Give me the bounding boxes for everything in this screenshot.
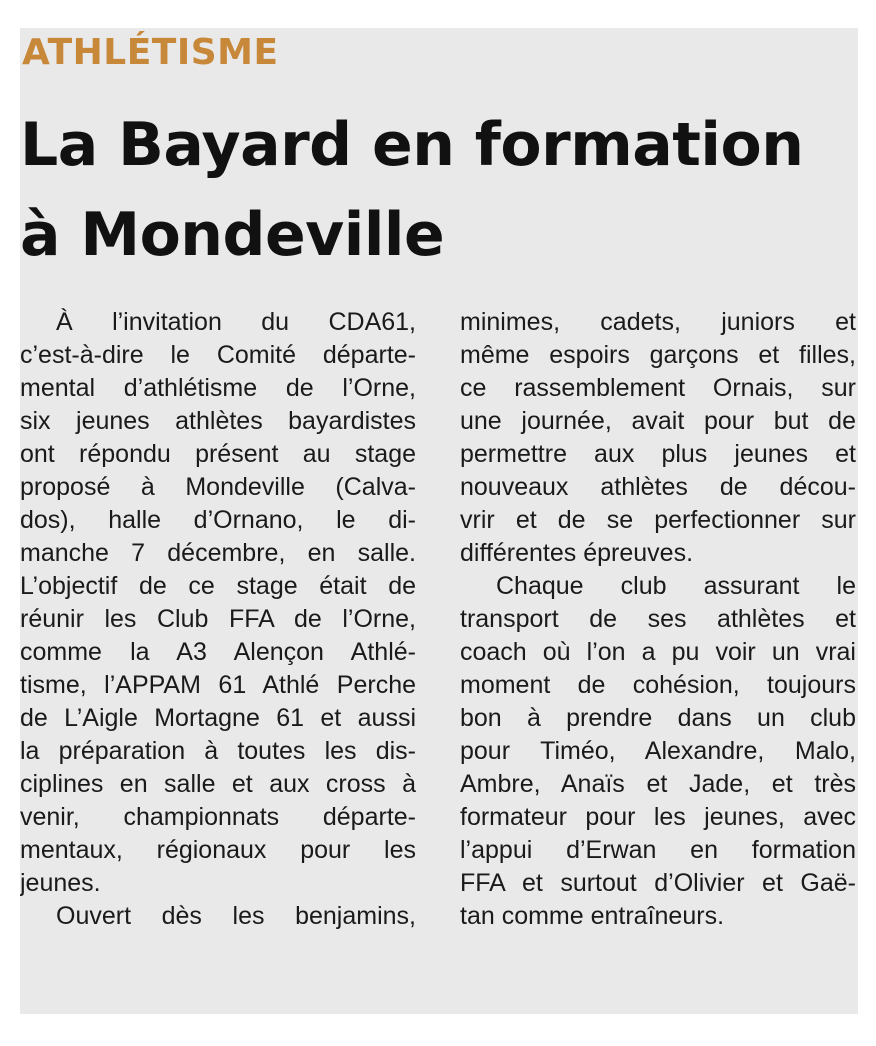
- text-line: ont répondu présent au stage: [20, 440, 416, 468]
- text-line: FFA et surtout d’Olivier et Gaë-: [460, 869, 856, 897]
- text-line: permettre aux plus jeunes et: [460, 440, 856, 468]
- text-line: Chaque club assurant le: [496, 572, 856, 600]
- text-line: Ouvert dès les benjamins,: [56, 902, 416, 930]
- text-line: ciplines en salle et aux cross à: [20, 770, 416, 798]
- text-line: jeunes.: [20, 869, 101, 897]
- body-column-right: [460, 306, 856, 933]
- text-line: l’appui d’Erwan en formation: [460, 836, 856, 864]
- headline: [20, 100, 858, 280]
- text-line: transport de ses athlètes et: [460, 605, 856, 633]
- text-line: c’est-à-dire le Comité départe-: [20, 341, 416, 369]
- text-line: manche 7 décembre, en salle.: [20, 539, 416, 567]
- text-line: réunir les Club FFA de l’Orne,: [20, 605, 416, 633]
- text-line: formateur pour les jeunes, avec: [460, 803, 856, 831]
- text-line: tisme, l’APPAM 61 Athlé Perche: [20, 671, 416, 699]
- text-line: la préparation à toutes les dis-: [20, 737, 416, 765]
- text-line: une journée, avait pour but de: [460, 407, 856, 435]
- text-line: vrir et de se perfectionner sur: [460, 506, 856, 534]
- article: [20, 28, 858, 1014]
- headline-line-2: à Mondeville: [20, 200, 445, 270]
- text-line: comme la A3 Alençon Athlé-: [20, 638, 416, 666]
- text-line: moment de cohésion, toujours: [460, 671, 856, 699]
- text-line: de L’Aigle Mortagne 61 et aussi: [20, 704, 416, 732]
- text-line: minimes, cadets, juniors et: [460, 308, 856, 336]
- section-kicker: ATHLÉTISME: [22, 32, 279, 73]
- text-line: même espoirs garçons et filles,: [460, 341, 856, 369]
- body-column-left: [20, 306, 416, 933]
- text-line: venir, championnats départe-: [20, 803, 416, 831]
- headline-line-1: La Bayard en formation: [20, 110, 804, 180]
- text-line: L’objectif de ce stage était de: [20, 572, 416, 600]
- text-line: coach où l’on a pu voir un vrai: [460, 638, 856, 666]
- text-line: différentes épreuves.: [460, 539, 694, 567]
- text-line: mentaux, régionaux pour les: [20, 836, 416, 864]
- text-line: bon à prendre dans un club: [460, 704, 856, 732]
- text-line: proposé à Mondeville (Calva-: [20, 473, 416, 501]
- text-line: pour Timéo, Alexandre, Malo,: [460, 737, 856, 765]
- text-line: tan comme entraîneurs.: [460, 902, 725, 930]
- text-line: ce rassemblement Ornais, sur: [460, 374, 856, 402]
- text-line: six jeunes athlètes bayardistes: [20, 407, 416, 435]
- text-line: Ambre, Anaïs et Jade, et très: [460, 770, 856, 798]
- text-line: À l’invitation du CDA61,: [56, 308, 416, 336]
- text-line: mental d’athlétisme de l’Orne,: [20, 374, 416, 402]
- text-line: nouveaux athlètes de décou-: [460, 473, 856, 501]
- text-line: dos), halle d’Ornano, le di-: [20, 506, 416, 534]
